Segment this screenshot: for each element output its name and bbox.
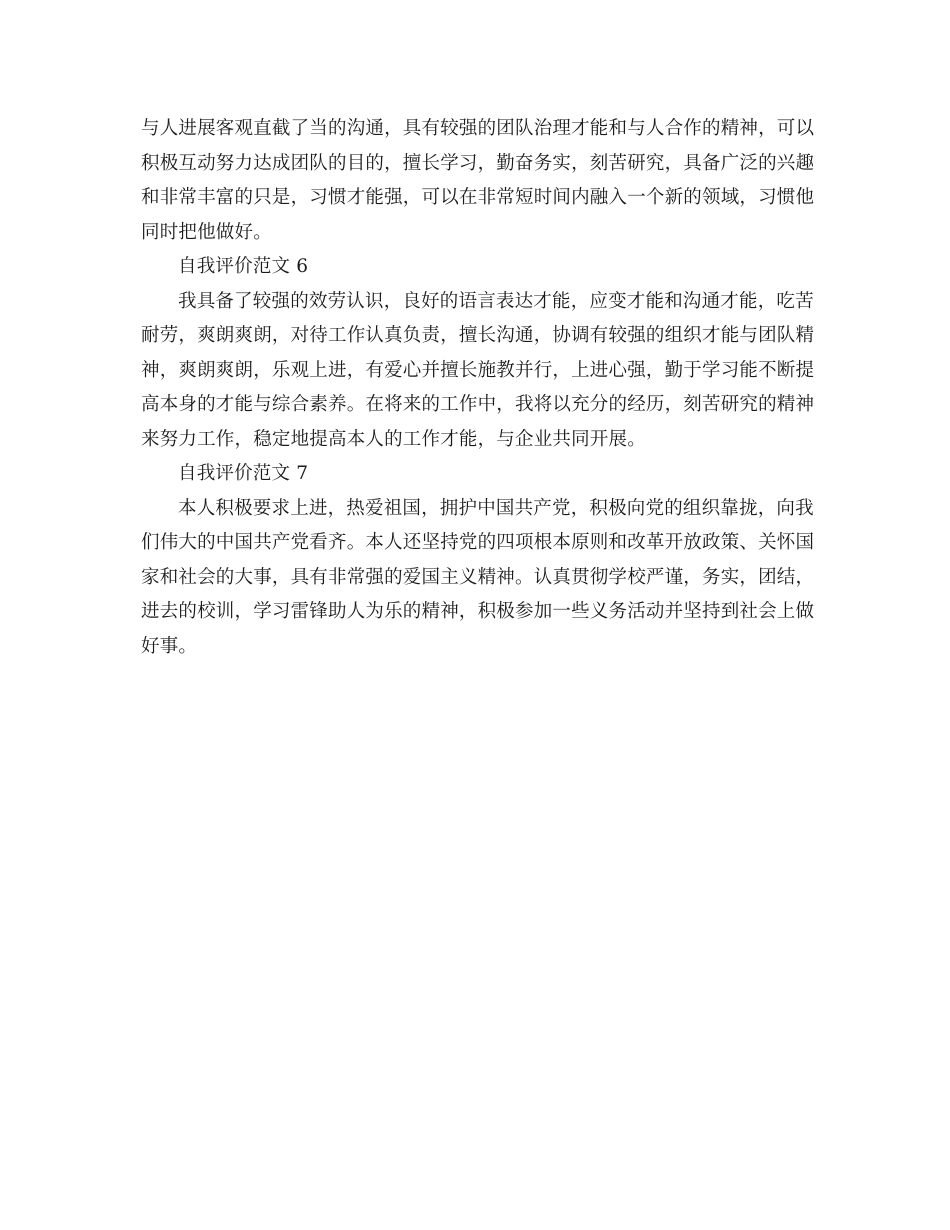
paragraph-line: 们伟大的中国共产党看齐。本人还坚持党的四项根本原则和改革开放政策、关怀国 xyxy=(141,532,815,553)
paragraph-line: 本人积极要求上进，热爱祖国，拥护中国共产党，积极向党的组织靠拢，向我 xyxy=(178,497,814,519)
paragraph-line: 高本身的才能与综合素养。在将来的工作中，我将以充分的经历，刻苦研究的精神 xyxy=(141,394,815,415)
paragraph-line: 家和社会的大事，具有非常强的爱国主义精神。认真贯彻学校严谨，务实，团结， xyxy=(141,566,815,588)
paragraph-line: 耐劳，爽朗爽朗，对待工作认真负责，擅长沟通，协调有较强的组织才能与团队精 xyxy=(141,325,815,346)
paragraph-line: 和非常丰富的只是，习惯才能强，可以在非常短时间内融入一个新的领域，习惯他 xyxy=(141,187,815,208)
section-heading-7: 自我评价范文 7 xyxy=(178,463,309,484)
document-body xyxy=(141,112,815,664)
paragraph-1 xyxy=(141,112,815,250)
paragraph-line: 进去的校训，学习雷锋助人为乐的精神，积极参加一些义务活动并坚持到社会上做 xyxy=(141,601,815,622)
paragraph-line: 同时把他做好。 xyxy=(141,221,272,243)
paragraph-line: 神，爽朗爽朗，乐观上进，有爱心并擅长施教并行，上进心强，勤于学习能不断提 xyxy=(141,359,815,381)
paragraph-line: 我具备了较强的效劳认识，良好的语言表达才能，应变才能和沟通才能，吃苦 xyxy=(178,290,814,312)
section-heading-6: 自我评价范文 6 xyxy=(178,256,309,277)
paragraph-line: 积极互动努力达成团队的目的，擅长学习，勤奋务实，刻苦研究，具备广泛的兴趣 xyxy=(141,152,815,174)
paragraph-2 xyxy=(141,285,815,458)
paragraph-3 xyxy=(141,492,815,665)
paragraph-line: 来努力工作，稳定地提高本人的工作才能，与企业共同开展。 xyxy=(141,428,646,450)
paragraph-line: 与人进展客观直截了当的沟通，具有较强的团队治理才能和与人合作的精神，可以 xyxy=(141,118,815,139)
paragraph-line: 好事。 xyxy=(141,635,198,657)
